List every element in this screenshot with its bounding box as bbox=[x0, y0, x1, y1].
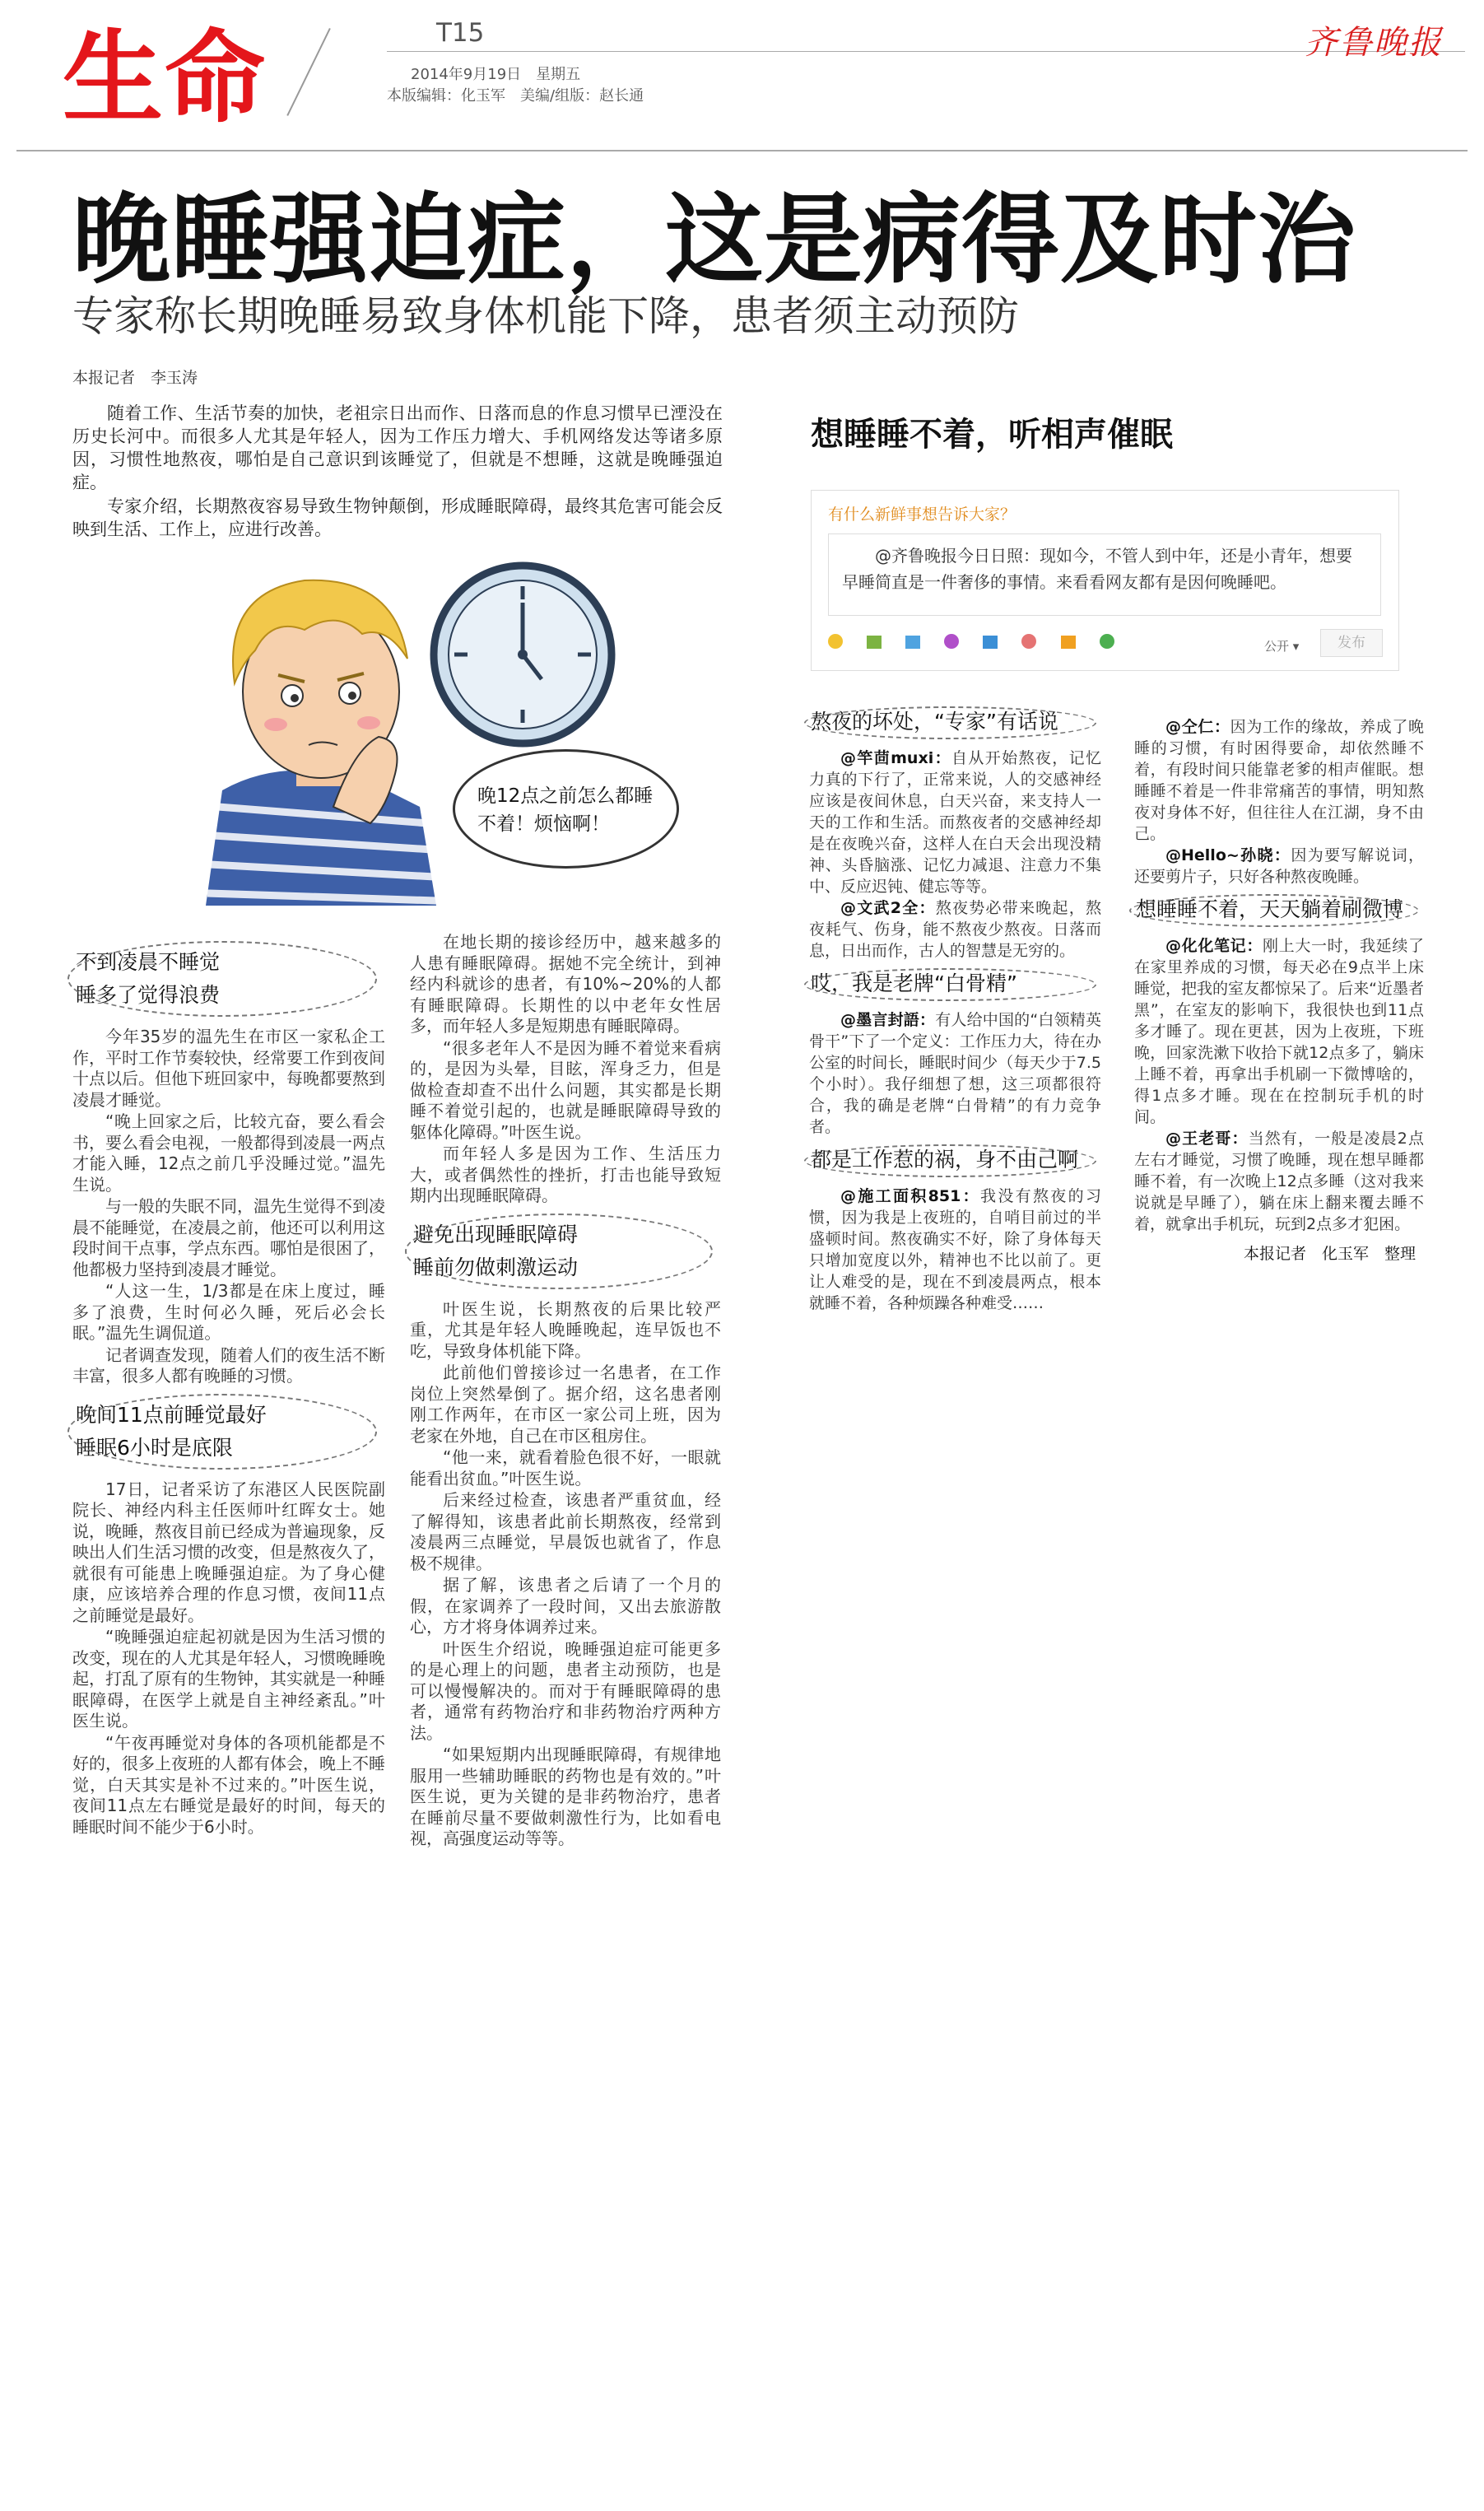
commenter: @仝仁： bbox=[1165, 718, 1230, 736]
issue-date: 2014年9月19日 星期五 bbox=[411, 66, 581, 83]
paragraph: 此前他们曾接诊过一名患者，在工作岗位上突然晕倒了。据介绍，这名患者刚刚工作两年，在市区一家公司上班，因为老家在外地，自己在市区租房住。 bbox=[410, 1363, 721, 1446]
main-headline: 晚睡强迫症，这是病得及时治 bbox=[72, 184, 1356, 297]
comment: @竿茴muxi：自从开始熬夜，记忆力真的下行了，正常来说，人的交感神经应该是夜间休息，白天兴奋，来支持人一天的工作和生活。而熬夜者的交感神经却是在夜晚兴奋，这样人在白天会出现没精神、头昏脑涨、记忆力减退、注意力不集中、反应迟钝、健忘等等。 bbox=[809, 749, 1101, 896]
masthead bbox=[0, 0, 1484, 156]
reporter-signature: 本报记者 化玉军 整理 bbox=[1243, 1245, 1416, 1263]
paragraph: 在地长期的接诊经历中，越来越多的人患有睡眠障碍。据她不完全统计，到神经内科就诊的患者，有10%~20%的人都有睡眠障碍。长期性的以中老年女性居多，而年轻人多是短期患有睡眠障碍。 bbox=[410, 932, 721, 1036]
comment: @Hello~孙晓：因为要写解说词，还要剪片子，只好各种熬夜晚睡。 bbox=[1134, 846, 1424, 886]
paragraph: 据了解，该患者之后请了一个月的假，在家调养了一段时间，又出去旅游散心，方才将身体调养过来。 bbox=[410, 1575, 721, 1637]
newspaper-logo: 齐鲁晚报 bbox=[1305, 24, 1443, 62]
masthead-slash bbox=[286, 28, 331, 116]
page-number: T15 bbox=[436, 18, 485, 48]
more-icon[interactable] bbox=[1100, 634, 1114, 649]
paragraph: 与一般的失眠不同，温先生觉得不到凌晨不能睡觉，在凌晨之前，他还可以利用这段时间干点事，学点东西。哪怕是很困了，他都极力坚持到凌晨才睡觉。 bbox=[72, 1196, 385, 1279]
intro-paragraph: 专家介绍，长期熬夜容易导致生物钟颠倒，形成睡眠障碍，最终其危害可能会反映到生活、工作上，应进行改善。 bbox=[72, 496, 723, 539]
video-icon[interactable] bbox=[905, 636, 920, 649]
sub-headline: 专家称长期晚睡易致身体机能下降，患者须主动预防 bbox=[72, 292, 1019, 340]
comment: @王老哥：当然有，一般是凌晨2点左右才睡觉，习惯了晚睡，现在想早睡都睡不着，有一次晚上12点多睡（这对我来说就是早睡了），躺在床上翻来覆去睡不着，就拿出手机玩，玩到2点多才犯困。 bbox=[1134, 1130, 1424, 1233]
comment-heading: 都是工作惹的祸，身不由己啊 bbox=[809, 1146, 1101, 1176]
comments-column-a bbox=[809, 700, 1101, 1314]
byline: 本报记者 李玉涛 bbox=[72, 369, 198, 387]
commenter: @化化笔记： bbox=[1165, 937, 1263, 955]
subheading: 避免出现睡眠障碍 睡前勿做刺激运动 bbox=[410, 1218, 721, 1284]
paragraph: 叶医生介绍说，晚睡强迫症可能更多的是心理上的问题，患者主动预防，也是可以慢慢解决的。而对于有睡眠障碍的患者，通常有药物治疗和非药物治疗两种方法。 bbox=[410, 1638, 721, 1743]
paragraph: 今年35岁的温先生在市区一家私企工作，平时工作节奏较快，经常要工作到夜间十点以后。但他下班回家中，每晚都要熬到凌晨才睡觉。 bbox=[72, 1027, 385, 1110]
comment: @墨言封語：有人给中国的“白领精英骨干”下了一个定义：工作压力大，待在办公室的时间长，睡眠时间少（每天少于7.5个小时）。我仔细想了想，这三项都很符合，我的确是老牌“白骨精”的有力竞争者。 bbox=[809, 1011, 1101, 1136]
weibo-post-text: @齐鲁晚报今日日照：现如今，不管人到中年，还是小青年，想要早睡简直是一件奢侈的事情。来看看网友都有是因何晚睡吧。 bbox=[842, 546, 1352, 592]
paragraph: “晚上回家之后，比较亢奋，要么看会书，要么看会电视，一般都得到凌晨一两点才能入睡，12点之前几乎没睡过觉。”温先生说。 bbox=[72, 1111, 385, 1195]
comment: @化化笔记：刚上大一时，我延续了在家里养成的习惯，每天必在9点半上床睡觉，把我的室友都惊呆了。后来“近墨者黑”，在室友的影响下，我很快也到11点多才睡了。现在更甚，因为上夜班，下班晚，回家洗漱下收拾下就12点多了，躺床上睡不着，再拿出手机刷一下微博啥的，得1点多才睡。现在在控制玩手机的时间。 bbox=[1134, 937, 1424, 1126]
comment-heading: 想睡睡不着，天天躺着刷微博 bbox=[1134, 896, 1424, 925]
commenter: @王老哥： bbox=[1165, 1130, 1249, 1148]
publish-button[interactable]: 发布 bbox=[1320, 629, 1383, 657]
speech-text: 晚12点之前怎么都睡不着！烦恼啊！ bbox=[477, 785, 654, 835]
comment: @施工面积851：我没有熬夜的习惯，因为我是上夜班的，自哨目前过的半盛顿时间。熬夜确实不好，除了身体每天只增加宽度以外，精神也不比以前了。更让人难受的是，现在不到凌晨两点，根本就睡不着，各种烦躁各种难受…… bbox=[809, 1187, 1101, 1312]
paragraph: 17日，记者采访了东港区人民医院副院长、神经内科主任医师叶红晖女士。她说，晚睡，熬夜目前已经成为普遍现象，反映出人们生活习惯的改变，但是熬夜久了，就很有可能患上晚睡强迫症。为了身心健康，应该培养合理的作息习惯，夜间11点之前睡觉是最好。 bbox=[72, 1479, 385, 1625]
topic-icon[interactable] bbox=[983, 636, 998, 649]
weibo-toolbar bbox=[828, 634, 1114, 654]
intro-text bbox=[72, 402, 723, 542]
commenter: @Hello~孙晓： bbox=[1165, 846, 1291, 864]
paragraph: “如果短期内出现睡眠障碍，有规律地服用一些辅助睡眠的药物也是有效的。”叶医生说，更为关键的是非药物治疗，患者在睡前尽量不要做刺激性行为，比如看电视，高强度运动等等。 bbox=[410, 1745, 721, 1848]
editors-line: 本版编辑：化玉军 美编/组版：赵长通 bbox=[387, 87, 644, 105]
weibo-prompt: 有什么新鲜事想告诉大家？ bbox=[828, 505, 1016, 524]
subheading: 不到凌晨不睡觉 睡多了觉得浪费 bbox=[72, 946, 385, 1012]
paragraph: 后来经过检查，该患者严重贫血，经了解得知，该患者此前长期熬夜，经常到凌晨两三点睡觉，早晨饭也就省了，作息极不规律。 bbox=[410, 1490, 721, 1573]
image-icon[interactable] bbox=[867, 636, 882, 649]
comment-heading: 哎，我是老牌“白骨精” bbox=[809, 970, 1101, 999]
commenter: @施工面积851： bbox=[840, 1187, 980, 1205]
article-column-1 bbox=[72, 934, 385, 1838]
header-rule bbox=[16, 150, 1468, 151]
visibility-select[interactable]: 公开 ▾ bbox=[1264, 639, 1300, 654]
intro-paragraph: 随着工作、生活节奏的加快，老祖宗日出而作、日落而息的作息习惯早已湮没在历史长河中。而很多人尤其是年轻人，因为工作压力增大、手机网络发达等诸多原因，习惯性地熬夜，哪怕是自己意识到该睡觉了，但就是不想睡，这就是晚睡强迫症。 bbox=[72, 403, 723, 492]
comment: @文武2全：熬夜势必带来晚起，熬夜耗气、伤身，能不熬夜少熬夜。日落而息，日出而作，古人的智慧是无穷的。 bbox=[809, 899, 1101, 960]
weibo-textarea[interactable] bbox=[828, 533, 1381, 616]
paragraph: 而年轻人多是因为工作、生活压力大，或者偶然性的挫折，打击也能导致短期内出现睡眠障碍。 bbox=[410, 1144, 721, 1205]
commenter: @墨言封語： bbox=[840, 1011, 936, 1029]
location-icon[interactable] bbox=[1021, 634, 1036, 649]
paragraph: 叶医生说，长期熬夜的后果比较严重，尤其是年轻人晚睡晚起，连早饭也不吃，导致身体机能下降。 bbox=[410, 1298, 721, 1361]
article-column-2 bbox=[410, 932, 721, 1851]
comment-heading: 熬夜的坏处，“专家”有话说 bbox=[809, 708, 1101, 738]
comment: @仝仁：因为工作的缘故，养成了晚睡的习惯，有时困得要命，却依然睡不着，有段时间只能靠老爹的相声催眠。想睡睡不着是一件非常痛苦的事情，明知熬夜对身体不好，但往往人在江湖，身不由己。 bbox=[1134, 718, 1424, 843]
music-icon[interactable] bbox=[944, 634, 959, 649]
weibo-compose-box bbox=[811, 490, 1399, 671]
paragraph: “他一来，就看着脸色很不好，一眼就能看出贫血。”叶医生说。 bbox=[410, 1447, 721, 1488]
paragraph: “人这一生，1/3都是在床上度过，睡多了浪费，生时何必久睡，死后必会长眠。”温先生调侃道。 bbox=[72, 1281, 385, 1343]
emoji-icon[interactable] bbox=[828, 634, 843, 649]
comments-column-b bbox=[1134, 716, 1424, 1265]
cartoon-illustration bbox=[173, 560, 708, 906]
paragraph: “很多老年人不是因为睡不着觉来看病的，是因为头晕，目眩，浑身乏力，但是做检查却查不出什么问题，其实都是长期睡不着觉引起的，也就是睡眠障碍导致的躯体化障碍。”叶医生说。 bbox=[410, 1037, 721, 1142]
paragraph: “午夜再睡觉对身体的各项机能都是不好的，很多上夜班的人都有体会，晚上不睡觉，白天其实是补不过来的。”叶医生说，夜间11点左右睡觉是最好的时间，每天的睡眠时间不能少于6小时。 bbox=[72, 1732, 385, 1837]
sidebar-title: 想睡睡不着，听相声催眠 bbox=[811, 416, 1173, 454]
commenter: @竿茴muxi： bbox=[840, 749, 951, 767]
subheading: 晚间11点前睡觉最好 睡眠6小时是底限 bbox=[72, 1399, 385, 1465]
paragraph: 记者调查发现，随着人们的夜生活不断丰富，很多人都有晚睡的习惯。 bbox=[72, 1344, 385, 1386]
commenter: @文武2全： bbox=[840, 899, 936, 917]
paragraph: “晚睡强迫症起初就是因为生活习惯的改变，现在的人尤其是年轻人，习惯晚睡晚起，打乱了原有的生物钟，其实就是一种睡眠障碍，在医学上就是自主神经紊乱。”叶医生说。 bbox=[72, 1627, 385, 1731]
vote-icon[interactable] bbox=[1061, 636, 1076, 649]
section-title: 生命 bbox=[63, 20, 267, 137]
